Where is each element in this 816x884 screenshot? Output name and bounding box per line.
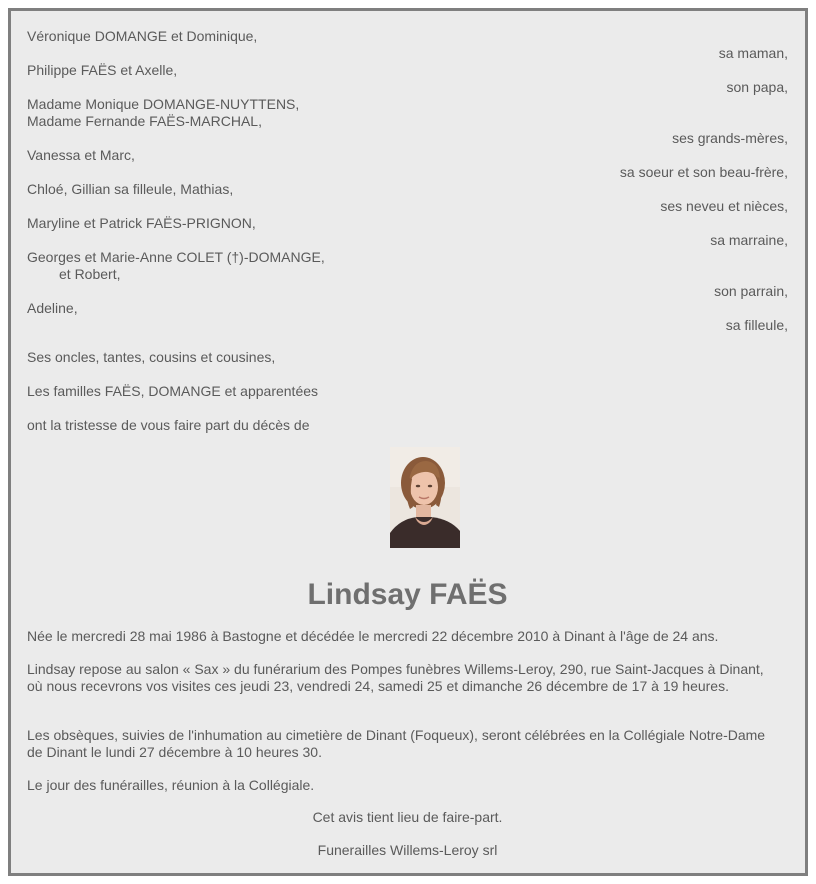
visitation-paragraph: Lindsay repose au salon « Sax » du funérarium des Pompes funèbres Willems-Leroy, 290, rue Saint-Jacques à Dinant, où nous recevrons vos visites ces jeudi 23, vendredi 24, samedi 25 et dimanche 26 décembre de 17 à 19 heures. (27, 661, 764, 694)
family-names-8: Adeline, (27, 300, 78, 316)
portrait-image (390, 447, 460, 548)
announcement-line: ont la tristesse de vous faire part du décès de (27, 417, 310, 433)
family-relation-5: ses neveu et nièces, (660, 198, 788, 214)
obituary-content (27, 11, 788, 873)
family-relation-6: sa marraine, (710, 232, 788, 248)
portrait-photo (390, 447, 460, 548)
family-relation-3: ses grands-mères, (672, 130, 788, 146)
family-relation-1: sa maman, (718, 45, 788, 61)
family-relation-4: sa soeur et son beau-frère, (619, 164, 788, 180)
family-names-3a: Madame Monique DOMANGE-NUYTTENS, (27, 96, 300, 112)
reunion-paragraph: Le jour des funérailles, réunion à la Collégiale. (27, 777, 315, 793)
family-names-1: Véronique DOMANGE et Dominique, (27, 28, 258, 44)
family-names-7b: et Robert, (59, 266, 121, 282)
family-relation-7: son parrain, (714, 283, 788, 299)
obituary-notice (8, 8, 808, 876)
funeral-home-signature: Funerailles Willems-Leroy srl (317, 842, 498, 858)
family-names-2: Philippe FAËS et Axelle, (27, 62, 178, 78)
family-names-6: Maryline et Patrick FAËS-PRIGNON, (27, 215, 256, 231)
family-names-3b: Madame Fernande FAËS-MARCHAL, (27, 113, 262, 129)
family-names-5: Chloé, Gillian sa filleule, Mathias, (27, 181, 234, 197)
funeral-paragraph: Les obsèques, suivies de l'inhumation au cimetière de Dinant (Foqueux), seront célébrées en la Collégiale Notre-Dame de Dinant le lundi 27 décembre à 10 heures 30. (27, 727, 766, 760)
birth-death-paragraph: Née le mercredi 28 mai 1986 à Bastogne et décédée le mercredi 22 décembre 2010 à Dinant à l'âge de 24 ans. (27, 628, 719, 644)
family-names-7a: Georges et Marie-Anne COLET (†)-DOMANGE, (27, 249, 325, 265)
family-relation-8: sa filleule, (725, 317, 788, 333)
deceased-name: Lindsay FAËS (307, 578, 508, 611)
notice-line: Cet avis tient lieu de faire-part. (312, 809, 503, 825)
family-relation-2: son papa, (726, 79, 788, 95)
families-line: Les familles FAËS, DOMANGE et apparentées (27, 383, 319, 399)
family-names-4: Vanessa et Marc, (27, 147, 135, 163)
extended-family: Ses oncles, tantes, cousins et cousines, (27, 349, 276, 365)
